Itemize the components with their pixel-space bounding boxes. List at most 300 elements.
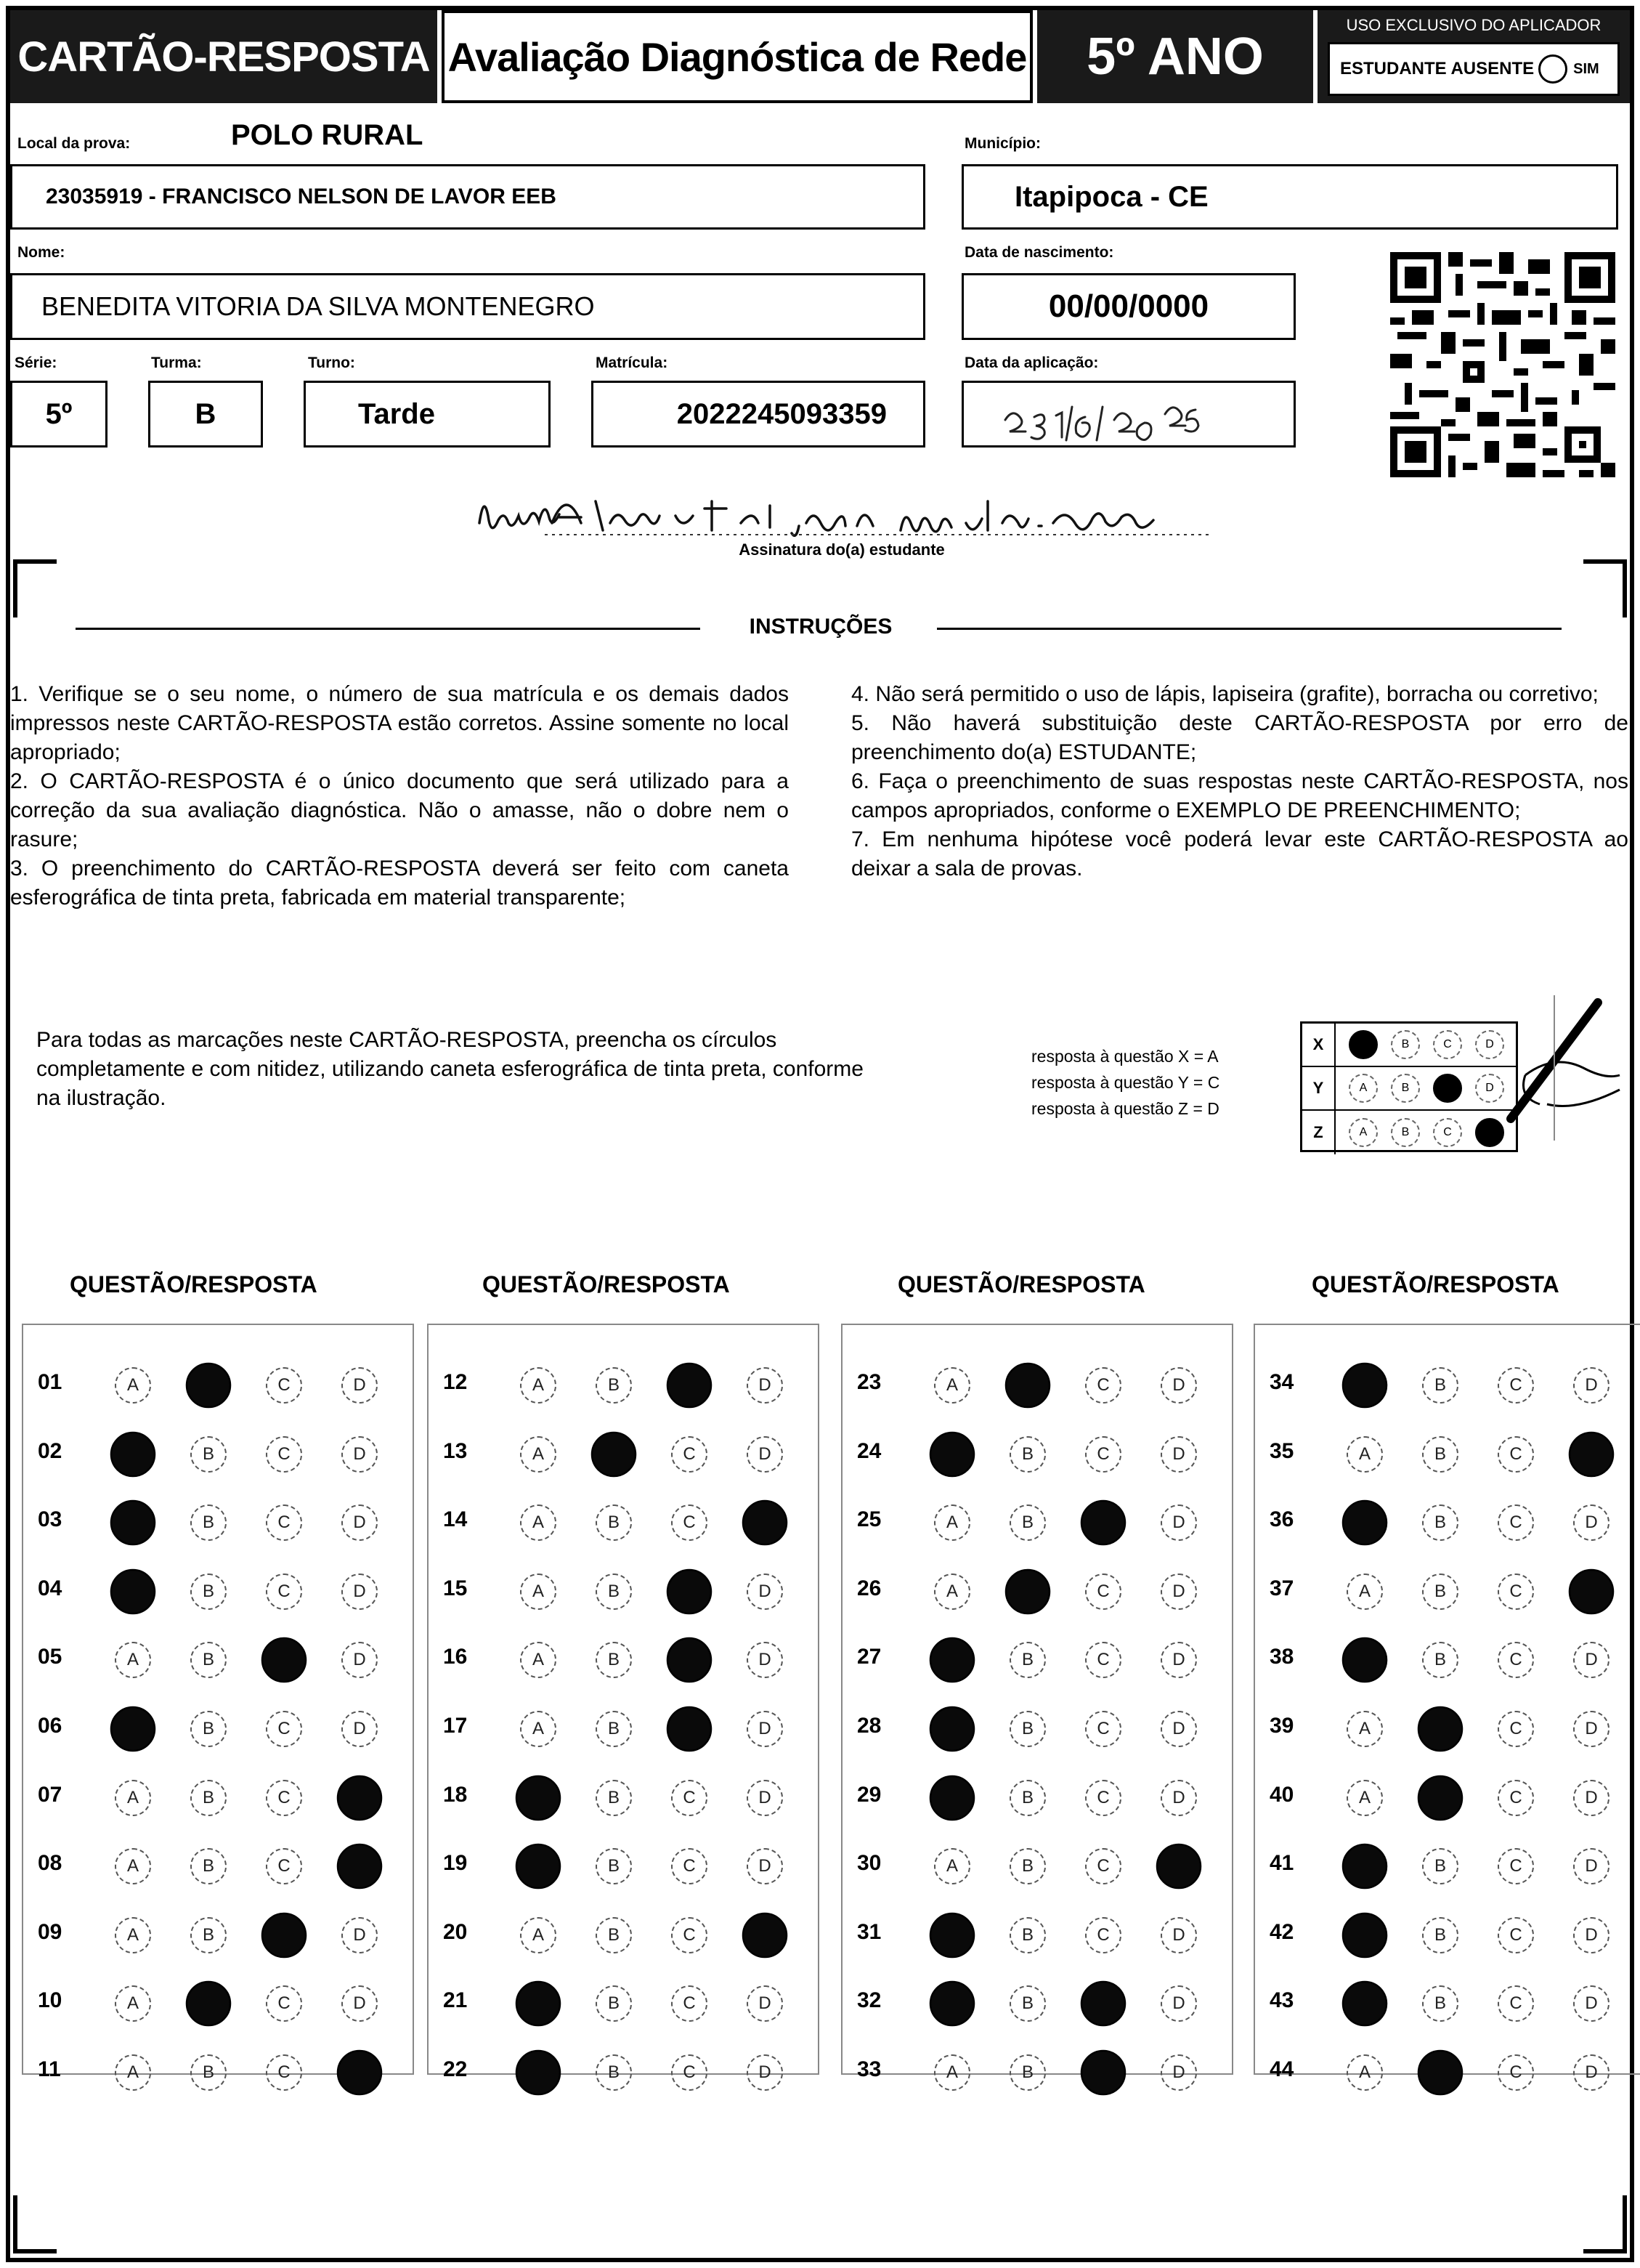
answer-bubble-a[interactable]: A [520,1642,556,1678]
question-number: 25 [857,1507,882,1532]
answer-bubble-a[interactable] [110,1431,156,1477]
answer-bubble-a[interactable]: A [520,1504,556,1541]
municipio-field [962,164,1618,230]
serie-field [10,381,107,447]
answer-row [23,1558,413,1626]
question-number: 14 [443,1507,468,1532]
municipio-label: Município: [965,135,1041,152]
answer-row [429,1969,818,2038]
answer-bubble-c[interactable]: C [671,2054,707,2091]
answer-bubble-b[interactable]: B [596,1711,632,1747]
answer-bubble-b[interactable]: B [596,1917,632,1953]
answer-bubble-a[interactable]: A [520,1436,556,1473]
answer-bubble-a[interactable] [1342,1637,1388,1683]
answer-bubble-d[interactable]: D [1573,1642,1609,1678]
answer-bubble-a[interactable] [930,1706,975,1752]
answer-bubble-d[interactable]: D [1573,1504,1609,1541]
answer-bubble-c[interactable]: C [1498,1848,1534,1884]
answer-bubble-c[interactable] [1081,1981,1127,2027]
answer-bubble-b[interactable]: B [596,1985,632,2022]
school-value: 23035919 - FRANCISCO NELSON DE LAVOR EEB [46,185,556,208]
answer-bubble-a[interactable]: A [115,1917,151,1953]
answers-column-title: QUESTÃO/RESPOSTA [898,1271,1145,1297]
answer-bubble-c[interactable]: C [266,1574,302,1610]
answer-bubble-c[interactable]: C [266,1985,302,2022]
answer-bubble-a[interactable] [1342,1981,1388,2027]
answer-bubble-a[interactable]: A [1347,2054,1383,2091]
question-number: 05 [38,1645,62,1669]
answer-row [1255,1420,1640,1489]
question-number: 28 [857,1714,882,1738]
question-number: 11 [38,2057,61,2081]
answer-bubble-b[interactable]: B [190,2054,227,2091]
answer-bubble-c[interactable] [667,1637,713,1683]
example-bubble: A [1349,1118,1378,1147]
answer-row [843,1558,1232,1626]
answer-bubble-d[interactable]: D [1573,1917,1609,1953]
example-labels [1031,1043,1219,1122]
answer-bubble-b[interactable]: B [1010,1917,1046,1953]
answer-bubble-b[interactable]: B [190,1917,227,1953]
answer-bubble-c[interactable]: C [1498,2054,1534,2091]
answer-bubble-b[interactable] [186,1363,232,1409]
answer-bubble-a[interactable]: A [1347,1436,1383,1473]
question-number: 27 [857,1645,882,1669]
answer-bubble-b[interactable] [591,1431,637,1477]
answer-bubble-d[interactable]: D [1161,1436,1197,1473]
answer-bubble-a[interactable] [1342,1844,1388,1890]
absent-field [1328,42,1620,96]
example-bubble: B [1391,1030,1420,1059]
question-number: 35 [1270,1438,1294,1463]
answer-row [843,1420,1232,1489]
turma-label: Turma: [151,355,202,371]
question-number: 08 [38,1851,62,1876]
answer-bubble-c[interactable]: C [1085,1780,1121,1816]
answer-bubble-a[interactable]: A [520,1711,556,1747]
answer-row [843,1489,1232,1557]
answer-bubble-c[interactable]: C [266,1367,302,1404]
answer-bubble-d[interactable]: D [1161,2054,1197,2091]
answer-bubble-a[interactable] [516,1844,561,1890]
answer-row [1255,1626,1640,1694]
instructions-title: INSTRUÇÕES [749,615,893,639]
signature-caption: Assinatura do(a) estudante [739,540,945,559]
answer-bubble-a[interactable]: A [115,1848,151,1884]
answer-bubble-c[interactable]: C [671,1780,707,1816]
answer-bubble-d[interactable]: D [341,1574,378,1610]
answer-bubble-c[interactable] [667,1706,713,1752]
answer-row [1255,2038,1640,2107]
question-number: 09 [38,1919,62,1944]
answer-bubble-c[interactable]: C [266,1848,302,1884]
answer-bubble-d[interactable]: D [1161,1711,1197,1747]
answer-bubble-b[interactable]: B [596,1642,632,1678]
answer-bubble-c[interactable] [261,1913,307,1959]
turno-label: Turno: [308,355,355,371]
answer-bubble-a[interactable]: A [115,1367,151,1404]
answer-bubble-d[interactable]: D [341,1504,378,1541]
answer-bubble-b[interactable]: B [1010,1848,1046,1884]
question-number: 20 [443,1919,468,1944]
answer-bubble-d[interactable]: D [747,1780,783,1816]
answer-bubble-b[interactable]: B [596,1504,632,1541]
corner-mark-bottom-right [1583,2195,1627,2253]
question-number: 29 [857,1782,882,1807]
local-label: Local da prova: [17,135,131,152]
answer-bubble-c[interactable]: C [1498,1574,1534,1610]
answer-bubble-d[interactable]: D [1161,1780,1197,1816]
answer-row [23,1489,413,1557]
turma-value: B [195,397,216,430]
local-value: POLO RURAL [231,119,423,151]
answers-column [841,1324,1233,2082]
answer-bubble-a[interactable]: A [1347,1780,1383,1816]
question-number: 21 [443,1988,468,2013]
instructions-rule-left [76,628,700,630]
answer-bubble-d[interactable]: D [1161,1574,1197,1610]
question-number: 39 [1270,1714,1294,1738]
handwritten-date [983,385,1274,443]
answer-bubble-d[interactable]: D [341,1642,378,1678]
answer-bubble-c[interactable] [667,1363,713,1409]
answer-row [23,1764,413,1832]
example-bubble: D [1475,1030,1504,1059]
answer-bubble-b[interactable]: B [1422,1574,1458,1610]
answer-bubble-d[interactable]: D [1161,1367,1197,1404]
answer-row [429,1489,818,1557]
corner-mark-top-right [1583,559,1627,617]
qr-code [1390,250,1615,479]
exam-title: Avaliação Diagnóstica de Rede [442,10,1033,103]
answers-column [427,1324,819,2082]
answer-bubble-c[interactable]: C [1085,1642,1121,1678]
answer-bubble-c[interactable]: C [266,1711,302,1747]
answer-bubble-a[interactable]: A [115,1642,151,1678]
answer-bubble-c[interactable]: C [266,1504,302,1541]
instructions-right-column [851,680,1628,883]
answers-column-title: QUESTÃO/RESPOSTA [1312,1271,1559,1297]
answer-bubble-a[interactable]: A [115,1985,151,2022]
answer-bubble-c[interactable] [667,1569,713,1615]
answer-bubble-a[interactable] [516,1981,561,2027]
answer-bubble-a[interactable]: A [1347,1574,1383,1610]
answer-bubble-a[interactable] [110,1569,156,1615]
answer-row [429,1901,818,1969]
answer-bubble-c[interactable]: C [1498,1367,1534,1404]
example-bubble: D [1475,1118,1504,1147]
answer-bubble-d[interactable]: D [1161,1985,1197,2022]
answer-bubble-c[interactable]: C [266,1780,302,1816]
answer-row [429,1695,818,1763]
question-number: 26 [857,1576,882,1600]
question-number: 01 [38,1370,62,1394]
answer-bubble-a[interactable] [516,1775,561,1821]
question-number: 30 [857,1851,882,1876]
instructions-left-column [10,680,789,912]
answer-bubble-d[interactable]: D [747,1367,783,1404]
question-number: 31 [857,1919,882,1944]
question-number: 41 [1270,1851,1294,1876]
answer-bubble-c[interactable]: C [266,2054,302,2091]
answer-bubble-b[interactable]: B [1010,1711,1046,1747]
answer-bubble-d[interactable] [742,1500,788,1546]
answer-bubble-b[interactable]: B [596,1574,632,1610]
answer-bubble-d[interactable]: D [1161,1642,1197,1678]
answer-bubble-a[interactable] [930,1637,975,1683]
question-number: 12 [443,1370,468,1394]
answer-bubble-b[interactable]: B [1010,1642,1046,1678]
question-number: 07 [38,1782,62,1807]
example-bubble: C [1433,1074,1462,1103]
answer-bubble-c[interactable] [1081,2050,1127,2096]
nome-value: BENEDITA VITORIA DA SILVA MONTENEGRO [41,291,595,321]
answer-bubble-b[interactable] [1418,1775,1464,1821]
nome-field [10,273,925,340]
answer-bubble-b[interactable]: B [1010,1436,1046,1473]
answer-bubble-d[interactable] [337,1844,383,1890]
instructions-rule-right [937,628,1562,630]
answer-row [429,2038,818,2107]
answer-bubble-d[interactable] [337,1775,383,1821]
example-bubble: B [1391,1074,1420,1103]
answer-bubble-a[interactable]: A [934,1848,970,1884]
question-number: 16 [443,1645,468,1669]
answer-bubble-b[interactable]: B [190,1711,227,1747]
answer-bubble-a[interactable]: A [934,1504,970,1541]
answer-bubble-b[interactable]: B [596,2054,632,2091]
answer-row [843,1351,1232,1419]
answer-bubble-c[interactable]: C [1085,1917,1121,1953]
question-number: 19 [443,1851,468,1876]
answer-bubble-c[interactable]: C [1085,1711,1121,1747]
instruction-7: 7. Em nenhuma hipótese você poderá levar este CARTÃO-RESPOSTA ao deixar a sala de provas. [851,827,1628,880]
answer-bubble-c[interactable]: C [671,1985,707,2022]
question-number: 02 [38,1438,62,1463]
answer-bubble-b[interactable]: B [190,1436,227,1473]
answer-bubble-b[interactable] [1005,1569,1051,1615]
answer-row [843,1901,1232,1969]
answer-bubble-b[interactable]: B [1422,1367,1458,1404]
answer-bubble-b[interactable]: B [1010,1780,1046,1816]
question-number: 15 [443,1576,468,1600]
nome-label: Nome: [17,244,65,261]
answer-bubble-d[interactable]: D [341,1711,378,1747]
answer-bubble-d[interactable]: D [1573,2054,1609,2091]
answer-bubble-d[interactable]: D [1573,1848,1609,1884]
answer-bubble-d[interactable]: D [747,1985,783,2022]
nascimento-label: Data de nascimento: [965,244,1114,261]
question-number: 10 [38,1988,62,2013]
answer-bubble-b[interactable] [1418,2050,1464,2096]
answer-bubble-d[interactable]: D [747,1574,783,1610]
answer-bubble-a[interactable]: A [934,2054,970,2091]
answer-row [1255,1351,1640,1419]
answer-bubble-b[interactable]: B [1010,1504,1046,1541]
answer-bubble-b[interactable]: B [1010,1985,1046,2022]
question-number: 34 [1270,1370,1294,1394]
answer-bubble-a[interactable] [930,1981,975,2027]
matricula-label: Matrícula: [596,355,668,371]
answer-bubble-c[interactable]: C [1498,1436,1534,1473]
answer-bubble-c[interactable]: C [1085,1367,1121,1404]
school-field [10,164,925,230]
answer-bubble-a[interactable] [110,1706,156,1752]
answer-bubble-a[interactable]: A [115,1780,151,1816]
answer-row [1255,1764,1640,1832]
answer-bubble-a[interactable]: A [520,1367,556,1404]
question-number: 36 [1270,1507,1294,1532]
answer-bubble-c[interactable]: C [1498,1504,1534,1541]
answer-bubble-a[interactable]: A [520,1917,556,1953]
matricula-value: 2022245093359 [676,397,887,430]
answer-bubble-d[interactable]: D [747,1711,783,1747]
answer-bubble-a[interactable] [1342,1500,1388,1546]
answer-bubble-b[interactable]: B [1010,2054,1046,2091]
answer-row [23,1351,413,1419]
answer-bubble-c[interactable]: C [266,1436,302,1473]
question-number: 42 [1270,1919,1294,1944]
example-label-y: resposta à questão Y = C [1031,1073,1220,1092]
question-number: 22 [443,2057,468,2081]
answer-bubble-c[interactable]: C [1498,1642,1534,1678]
answer-bubble-c[interactable]: C [1498,1917,1534,1953]
answer-bubble-d[interactable] [1569,1431,1615,1477]
answer-bubble-b[interactable] [1418,1706,1464,1752]
answer-bubble-b[interactable]: B [190,1642,227,1678]
answer-bubble-b[interactable]: B [596,1780,632,1816]
answer-bubble-c[interactable]: C [1498,1780,1534,1816]
answer-row [429,1764,818,1832]
answer-bubble-d[interactable]: D [1573,1985,1609,2022]
answer-row [843,1969,1232,2038]
answer-bubble-d[interactable] [742,1913,788,1959]
answer-bubble-c[interactable] [1081,1500,1127,1546]
example-bubble: A [1349,1030,1378,1059]
answer-bubble-b[interactable]: B [190,1574,227,1610]
answer-bubble-c[interactable]: C [1498,1711,1534,1747]
answer-bubble-c[interactable]: C [671,1917,707,1953]
turno-value: Tarde [358,397,435,430]
answer-bubble-b[interactable]: B [190,1504,227,1541]
instruction-6: 6. Faça o preenchimento de suas respostas neste CARTÃO-RESPOSTA, nos campos apropriados, conforme o EXEMPLO DE PREENCHIMENTO; [851,769,1628,822]
matricula-field [591,381,925,447]
answer-row [843,1832,1232,1900]
answer-bubble-b[interactable]: B [190,1780,227,1816]
example-question-letter: Z [1302,1111,1336,1154]
answer-bubble-a[interactable]: A [934,1367,970,1404]
answer-bubble-c[interactable]: C [671,1436,707,1473]
answer-bubble-d[interactable]: D [747,1642,783,1678]
answer-bubble-a[interactable] [1342,1913,1388,1959]
answer-bubble-d[interactable]: D [341,1367,378,1404]
answer-bubble-b[interactable]: B [1422,1985,1458,2022]
answer-bubble-b[interactable]: B [596,1848,632,1884]
fill-instructions: Para todas as marcações neste CARTÃO-RESPOSTA, preencha os círculos completamente e com nitidez, utilizando caneta esferográfica de tinta preta, conforme na ilustração. [36,1028,864,1110]
answer-bubble-b[interactable]: B [1422,1642,1458,1678]
answer-bubble-b[interactable]: B [596,1367,632,1404]
answer-bubble-c[interactable]: C [671,1848,707,1884]
municipio-value: Itapipoca - CE [1015,180,1209,213]
answer-bubble-a[interactable]: A [115,2054,151,2091]
answer-bubble-b[interactable]: B [1422,1848,1458,1884]
answer-bubble-b[interactable]: B [1422,1504,1458,1541]
question-number: 13 [443,1438,468,1463]
aplicacao-field[interactable] [962,381,1296,447]
answer-bubble-a[interactable] [930,1913,975,1959]
answer-bubble-d[interactable] [1569,1569,1615,1615]
answer-bubble-a[interactable] [930,1431,975,1477]
example-bubble: A [1349,1074,1378,1103]
answer-bubble-a[interactable]: A [934,1574,970,1610]
answer-bubble-d[interactable] [337,2050,383,2096]
answer-bubble-c[interactable]: C [1085,1848,1121,1884]
question-number: 04 [38,1576,62,1600]
answer-bubble-d[interactable]: D [1573,1711,1609,1747]
answer-bubble-a[interactable]: A [520,1574,556,1610]
answer-bubble-d[interactable]: D [747,2054,783,2091]
answer-bubble-a[interactable] [930,1775,975,1821]
answer-bubble-b[interactable]: B [1422,1917,1458,1953]
answer-bubble-c[interactable]: C [1085,1436,1121,1473]
answer-bubble-d[interactable]: D [747,1848,783,1884]
question-number: 03 [38,1507,62,1532]
answer-bubble-b[interactable] [186,1981,232,2027]
answer-bubble-b[interactable]: B [1422,1436,1458,1473]
answer-row [1255,1558,1640,1626]
answer-row [843,1764,1232,1832]
answer-bubble-c[interactable]: C [1498,1985,1534,2022]
answer-bubble-c[interactable] [261,1637,307,1683]
answer-bubble-c[interactable]: C [671,1504,707,1541]
answer-row [843,1695,1232,1763]
example-question-letter: X [1302,1024,1336,1066]
question-number: 33 [857,2057,882,2081]
answer-bubble-d[interactable]: D [1161,1504,1197,1541]
question-number: 06 [38,1714,62,1738]
answers-column [22,1324,414,2082]
answers-column-title: QUESTÃO/RESPOSTA [70,1271,317,1297]
answer-bubble-a[interactable] [110,1500,156,1546]
answer-row [1255,1695,1640,1763]
aplicacao-label: Data da aplicação: [965,355,1099,371]
absent-bubble[interactable] [1538,54,1567,84]
answer-bubble-d[interactable]: D [1161,1917,1197,1953]
answer-bubble-d[interactable]: D [747,1436,783,1473]
example-label-z: resposta à questão Z = D [1031,1099,1219,1118]
answer-row [843,1626,1232,1694]
answer-bubble-d[interactable] [1156,1844,1202,1890]
example-bubble: D [1475,1074,1504,1103]
answer-bubble-c[interactable]: C [1085,1574,1121,1610]
answer-bubble-a[interactable] [1342,1363,1388,1409]
question-number: 38 [1270,1645,1294,1669]
answer-bubble-d[interactable]: D [1573,1367,1609,1404]
answer-row [23,1695,413,1763]
answer-bubble-d[interactable]: D [341,1917,378,1953]
answer-bubble-d[interactable]: D [341,1985,378,2022]
answer-bubble-d[interactable]: D [341,1436,378,1473]
answer-bubble-a[interactable] [516,2050,561,2096]
serie-value: 5º [45,397,73,430]
answer-row [23,1901,413,1969]
corner-mark-bottom-left [13,2195,57,2253]
answer-bubble-b[interactable] [1005,1363,1051,1409]
answer-bubble-b[interactable]: B [190,1848,227,1884]
answer-row [1255,1901,1640,1969]
answer-bubble-a[interactable]: A [1347,1711,1383,1747]
answer-bubble-d[interactable]: D [1573,1780,1609,1816]
